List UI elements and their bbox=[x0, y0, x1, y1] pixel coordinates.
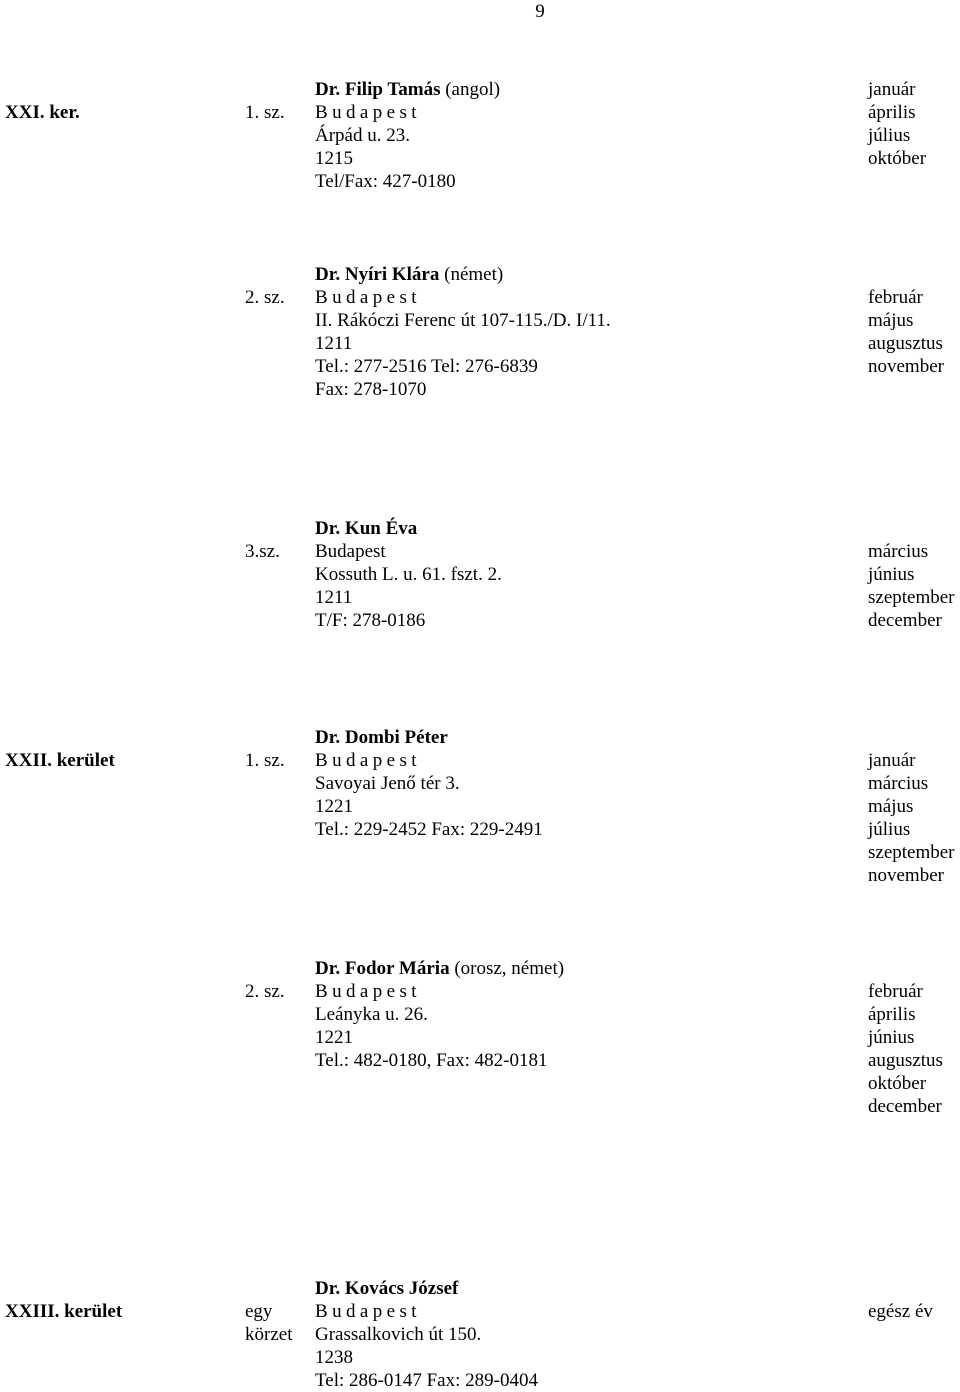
street-address: Grassalkovich út 150. bbox=[315, 1324, 482, 1345]
city: Budapest bbox=[315, 287, 421, 308]
postal-code: 1211 bbox=[315, 333, 353, 354]
months-list bbox=[868, 1300, 933, 1323]
address-block bbox=[315, 517, 502, 632]
month: augusztus bbox=[868, 1050, 943, 1071]
months-list bbox=[868, 980, 943, 1118]
languages: (angol) bbox=[440, 79, 501, 100]
district-label: XXII. kerület bbox=[5, 750, 115, 771]
district-label: XXIII. kerület bbox=[5, 1301, 123, 1322]
phone: Tel.: 229-2452 Fax: 229-2491 bbox=[315, 819, 543, 840]
person-name: Dr. Fodor Mária bbox=[315, 958, 450, 979]
postal-code: 1221 bbox=[315, 1027, 353, 1048]
street-address: Savoyai Jenő tér 3. bbox=[315, 773, 460, 794]
fax: Fax: 278-1070 bbox=[315, 379, 427, 400]
month: április bbox=[868, 102, 916, 123]
month: július bbox=[868, 125, 911, 146]
name-line bbox=[315, 957, 564, 980]
district-number: 2. sz. bbox=[245, 981, 285, 1002]
name-line bbox=[315, 263, 611, 286]
district-number: 1. sz. bbox=[245, 750, 285, 771]
street-address: Leányka u. 26. bbox=[315, 1004, 428, 1025]
month: március bbox=[868, 541, 929, 562]
name-line bbox=[315, 726, 543, 749]
month: december bbox=[868, 610, 942, 631]
district-number bbox=[245, 1300, 292, 1346]
postal-code: 1238 bbox=[315, 1347, 353, 1368]
phone: Tel.: 277-2516 Tel: 276-6839 bbox=[315, 356, 538, 377]
month: február bbox=[868, 287, 923, 308]
month: október bbox=[868, 1073, 927, 1094]
city: Budapest bbox=[315, 541, 386, 562]
street-address: Kossuth L. u. 61. fszt. 2. bbox=[315, 564, 502, 585]
name-line bbox=[315, 1277, 538, 1300]
person-name: Dr. Kovács József bbox=[315, 1278, 459, 1299]
person-name: Dr. Filip Tamás bbox=[315, 79, 441, 100]
month: november bbox=[868, 356, 944, 377]
month: március bbox=[868, 773, 929, 794]
month: május bbox=[868, 796, 914, 817]
phone: Tel: 286-0147 Fax: 289-0404 bbox=[315, 1370, 538, 1391]
district-label: XXI. ker. bbox=[5, 102, 80, 123]
postal-code: 1211 bbox=[315, 587, 353, 608]
city: Budapest bbox=[315, 1301, 421, 1322]
month: április bbox=[868, 1004, 916, 1025]
month: július bbox=[868, 819, 911, 840]
person-name: Dr. Kun Éva bbox=[315, 518, 418, 539]
district-number-line2: körzet bbox=[245, 1324, 293, 1345]
month: február bbox=[868, 981, 923, 1002]
month: szeptember bbox=[868, 842, 955, 863]
street-address: II. Rákóczi Ferenc út 107-115./D. I/11. bbox=[315, 310, 611, 331]
street-address: Árpád u. 23. bbox=[315, 125, 410, 146]
languages: (orosz, német) bbox=[449, 958, 565, 979]
month: január bbox=[868, 79, 916, 100]
district-number: 3.sz. bbox=[245, 541, 280, 562]
person-name: Dr. Dombi Péter bbox=[315, 727, 448, 748]
address-block bbox=[315, 263, 611, 401]
person-name: Dr. Nyíri Klára bbox=[315, 264, 440, 285]
month: június bbox=[868, 1027, 915, 1048]
month: december bbox=[868, 1096, 942, 1117]
months-list bbox=[868, 78, 926, 170]
district-number: 2. sz. bbox=[245, 287, 285, 308]
name-line bbox=[315, 517, 502, 540]
month: augusztus bbox=[868, 333, 943, 354]
month: november bbox=[868, 865, 944, 886]
address-block bbox=[315, 78, 500, 193]
phone: Tel.: 482-0180, Fax: 482-0181 bbox=[315, 1050, 548, 1071]
district-number: 1. sz. bbox=[245, 102, 285, 123]
month: május bbox=[868, 310, 914, 331]
months-list bbox=[868, 749, 955, 887]
name-line bbox=[315, 78, 500, 101]
month: június bbox=[868, 564, 915, 585]
month: október bbox=[868, 148, 927, 169]
city: Budapest bbox=[315, 750, 421, 771]
month: egész év bbox=[868, 1301, 933, 1322]
city: Budapest bbox=[315, 981, 421, 1002]
languages: (német) bbox=[439, 264, 504, 285]
address-block bbox=[315, 1277, 538, 1392]
months-list bbox=[868, 286, 944, 378]
city: Budapest bbox=[315, 102, 421, 123]
address-block bbox=[315, 957, 564, 1072]
month: január bbox=[868, 750, 916, 771]
district-number-line1: egy bbox=[245, 1301, 273, 1322]
month: szeptember bbox=[868, 587, 955, 608]
phone: Tel/Fax: 427-0180 bbox=[315, 171, 456, 192]
page-number: 9 bbox=[535, 1, 545, 22]
postal-code: 1221 bbox=[315, 796, 353, 817]
phone: T/F: 278-0186 bbox=[315, 610, 426, 631]
postal-code: 1215 bbox=[315, 148, 353, 169]
address-block bbox=[315, 726, 543, 841]
months-list bbox=[868, 540, 955, 632]
